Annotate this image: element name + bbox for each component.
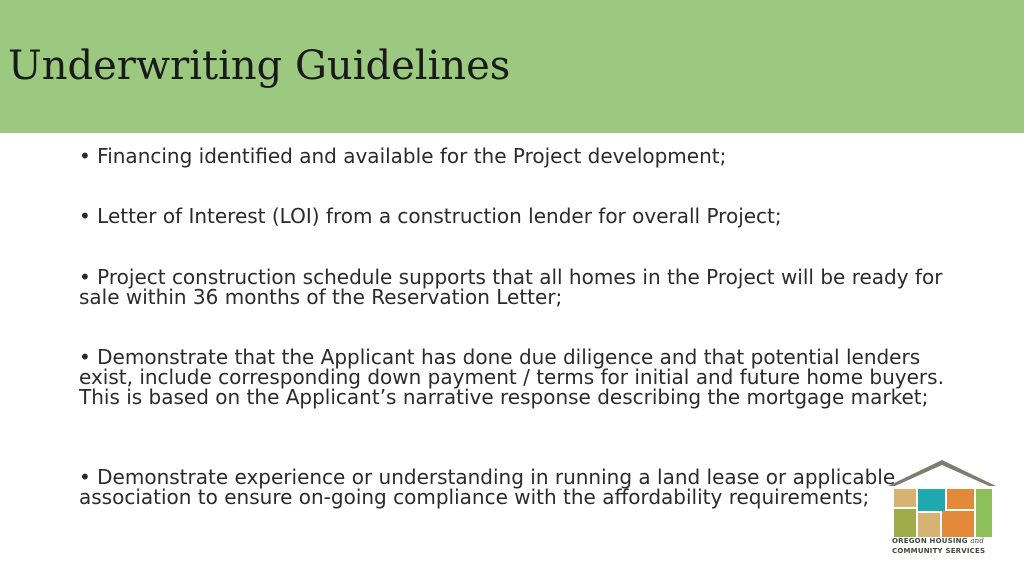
logo-line-1: OREGON HOUSING and	[892, 537, 985, 545]
bullet-item-land-lease: • Demonstrate experience or understanding in running a land lease or applicable association to ensure on-going compliance with the affordability requirements;	[79, 465, 896, 509]
bullet-item-loi: • Letter of Interest (LOI) from a construction lender for overall Project;	[79, 204, 782, 228]
logo-roof	[888, 460, 996, 486]
logo-caption	[892, 536, 1002, 556]
logo-block-tan-top	[894, 489, 916, 507]
bullet-item-due-diligence: • Demonstrate that the Applicant has done due diligence and that potential lenders exist, include corresponding down payment / terms for initial and future home buyers. This is based on the Applicant’s narrative response describing the mortgage market;	[79, 345, 944, 409]
logo-block-teal	[918, 489, 945, 511]
logo-block-olive	[894, 509, 916, 537]
page-title: Underwriting Guidelines	[8, 43, 511, 89]
title-bar	[0, 0, 1024, 133]
logo-block-orange-mid	[942, 511, 974, 537]
logo-block-green-side	[976, 489, 992, 537]
logo-block-tan-mid	[918, 513, 940, 537]
logo-line-2: COMMUNITY SERVICES	[892, 547, 986, 555]
bullet-item-financing: • Financing identified and available for the Project development;	[79, 144, 727, 168]
bullet-item-schedule: • Project construction schedule supports that all homes in the Project will be ready for sale within 36 months of the Reservation Letter;	[79, 265, 943, 309]
logo-block-orange-top	[947, 489, 974, 509]
